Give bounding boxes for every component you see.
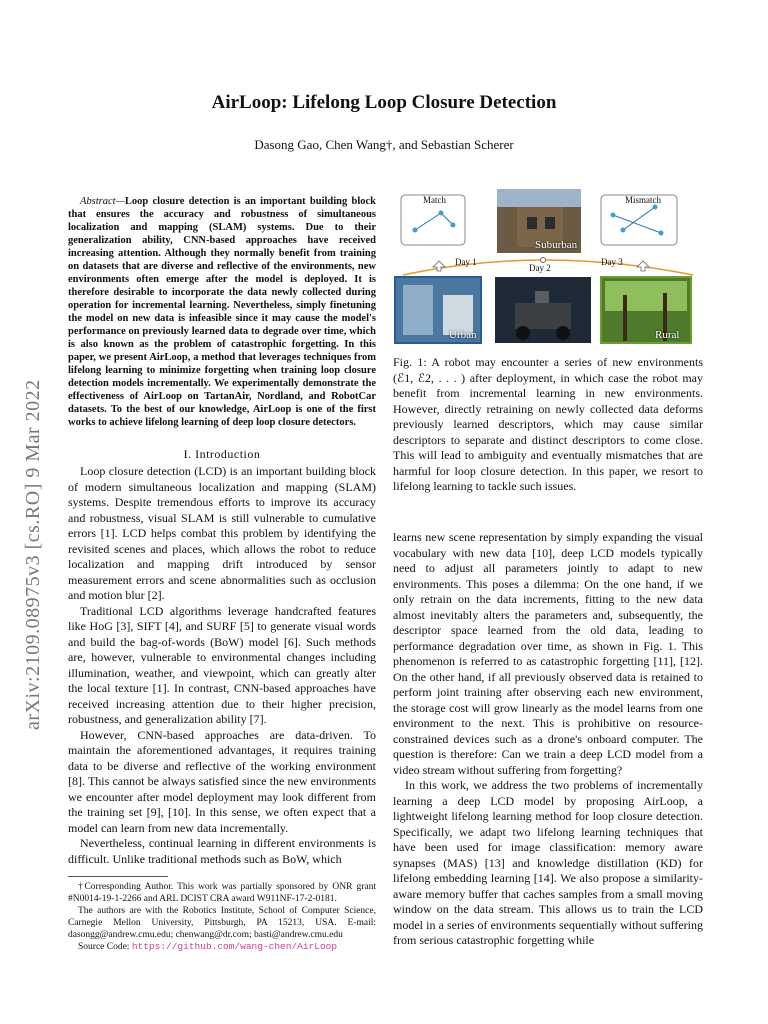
descriptor-point <box>439 211 444 216</box>
right-column-body <box>393 530 703 949</box>
urban-label: Urban <box>449 329 477 341</box>
abstract-label: Abstract— <box>80 196 125 207</box>
timeline-node <box>541 258 546 263</box>
descriptor-point <box>653 205 658 210</box>
up-arrow-icon <box>637 261 649 271</box>
day3-label: Day 3 <box>601 257 623 267</box>
descriptor-point <box>413 228 418 233</box>
suburban-label: Suburban <box>535 239 578 251</box>
paper-title: AirLoop: Lifelong Loop Closure Detection <box>211 92 557 113</box>
source-code-link[interactable]: https://github.com/wang-chen/AirLoop <box>131 941 338 952</box>
mismatch-label: Mismatch <box>625 195 661 205</box>
body-paragraph: In this work, we address the two problems of incrementally learning a deep LCD model by proposing AirLoop, a lightweight lifelong learning method for loop closure detection. Specifically, we adapt two lifelong learning techniques that have been used for image classification: memory aware synapses (MAS) [13] and knowledge distillation (KD) for lifelong embedding learning [14]. We also propose a similarity-aware memory buffer that caches samples from a small moving window on the data stream. This allows us to train the LCD model in a series of environments sequentially without suffering from serious catastrophic forgetting while <box>393 778 703 947</box>
robot-wheel <box>556 326 570 340</box>
introduction-body <box>68 464 376 867</box>
source-code-label: Source Code: <box>78 942 132 952</box>
caption-text: Fig. 1: A robot may encounter a series of new environments (ℰ1, ℰ2, . . . ) after deployment, in which case the robot may benefit from incremental learning in new environments. However, directly retraining on newly collected data deforms previously learned descriptors, which may cause similar descriptors to separate and distinct descriptors to come close. This will lead to ambiguity and eventually mismatches that are harmful for loop closure detection. In this paper, we resort to lifelong learning to tackle such issues. <box>393 355 703 493</box>
section-heading-introduction: I. Introduction <box>183 447 261 461</box>
intro-paragraph: Nevertheless, continual learning in different environments is difficult. Unlike traditional methods such as BoW, which <box>68 836 376 866</box>
abstract <box>68 195 376 429</box>
robot-body <box>515 303 571 329</box>
footnote <box>68 876 376 953</box>
footnote-source <box>68 941 376 953</box>
footnote-rule <box>68 876 168 877</box>
descriptor-point <box>621 228 626 233</box>
arxiv-identifier: arXiv:2109.08975v3 [cs.RO] 9 Mar 2022 <box>22 379 44 730</box>
descriptor-point <box>611 213 616 218</box>
intro-paragraph: Loop closure detection (LCD) is an important building block of modern simultaneous localization and mapping (SLAM) systems. Despite tremendous efforts to improve its accuracy and robustness, visual SLAM is still vulnerable to cumulative errors [1]. LCD helps combat this problem by identifying the revisited scenes and places, which allows the robot to reduce localization and mapping drift introduced by sensor measurement errors and scene abnormalities such as occlusion and motion blur [2]. <box>68 464 376 602</box>
intro-paragraph: However, CNN-based approaches are data-driven. To maintain the aforementioned advantages, it requires training data to be diverse and reflective of the working environment [8]. This cannot be always satisfied since the new environments we encounter after model deployment may look different from the training set [9], [10]. In this sense, we often expect that a model can learn from new data incrementally. <box>68 727 376 835</box>
descriptor-point <box>659 231 664 236</box>
robot-sensor <box>535 291 549 303</box>
day2-label: Day 2 <box>529 263 551 273</box>
rural-tree <box>623 295 627 341</box>
figure-1-caption <box>393 355 703 495</box>
rural-label: Rural <box>655 329 680 341</box>
suburban-window <box>527 217 537 229</box>
suburban-sky <box>497 189 581 207</box>
abstract-text: Loop closure detection is an important building block that ensures the accuracy and robustness of simultaneous localization and mapping (SLAM) systems. Due to their generalization ability, CNN-based approaches have received increasing attention. Although they normally benefit from training on datasets that are diverse and reflective of the environments, new environments often emerge after the model is deployed. It is therefore desirable to incorporate the data newly collected during operation for incremental learning. Nevertheless, simply finetuning the model on new data is infeasible since it may cause the model's performance on previously learned data to degrade over time, which is also known as the problem of catastrophic forgetting. In this paper, we present AirLoop, a method that leverages techniques from lifelong learning to minimize forgetting when training loop closure detection models incrementally. We experimentally demonstrate the effectiveness of AirLoop on TartanAir, Nordland, and RobotCar datasets. To the best of our knowledge, AirLoop is one of the first works to achieve lifelong learning of deep loop closure detectors. <box>68 196 376 428</box>
day1-label: Day 1 <box>455 257 477 267</box>
match-label: Match <box>423 195 446 205</box>
intro-paragraph: Traditional LCD algorithms leverage handcrafted features like HoG [3], SIFT [4], and SURF [5] to generate visual words and build the bag-of-words (BoW) model [6]. Such methods are, however, vulnerable to environmental changes including illumination, weather, and viewpoint, which can greatly alter the local texture [1]. In contrast, CNN-based approaches have received increasing attention due to their higher precision, robustness, and generalization ability [7]. <box>68 603 376 726</box>
figure-1-graphic <box>393 185 713 345</box>
descriptor-point <box>451 223 456 228</box>
suburban-window <box>545 217 555 229</box>
footnote-affiliation: The authors are with the Robotics Institute, School of Computer Science, Carnegie Mellon University, Pittsburgh, PA 15213, USA. E-mail: dasongg@andrew.cmu.edu; chenwang@dr.com; basti@andrew.cmu.edu <box>68 906 376 940</box>
footnote-corresponding: †Corresponding Author. This work was partially sponsored by ONR grant #N0014-19-1-2266 and ARL DCIST CRA award W911NF-17-2-0181. <box>68 882 376 904</box>
rural-canopy <box>605 281 687 311</box>
body-paragraph: learns new scene representation by simply expanding the visual vocabulary with new data [10], deep LCD models typically need to adjust all parameters jointly to adapt to new environments. This poses a dilemma: On the one hand, if we only retrain on the data increments, fitting to the new data almost inevitably alters the parameters and, subsequently, the descriptor space learned from the old data, leading to performance degradation over time, as shown in Fig. 1. This phenomenon is referred to as catastrophic forgetting [11], [12]. On the other hand, if all previously observed data is retained to perform joint training after observing each new environment, the storage cost will grow linearly as the model learns from one environment to the next. This is prohibitive on resource-constrained devices such as a drone's onboard computer. The question is therefore: Can we train a deep LCD model from a video stream without suffering from forgetting? <box>393 530 703 777</box>
figure-1 <box>393 185 713 345</box>
urban-building <box>403 285 433 335</box>
author-list: Dasong Gao, Chen Wang†, and Sebastian Scherer <box>254 137 514 152</box>
robot-wheel <box>516 326 530 340</box>
